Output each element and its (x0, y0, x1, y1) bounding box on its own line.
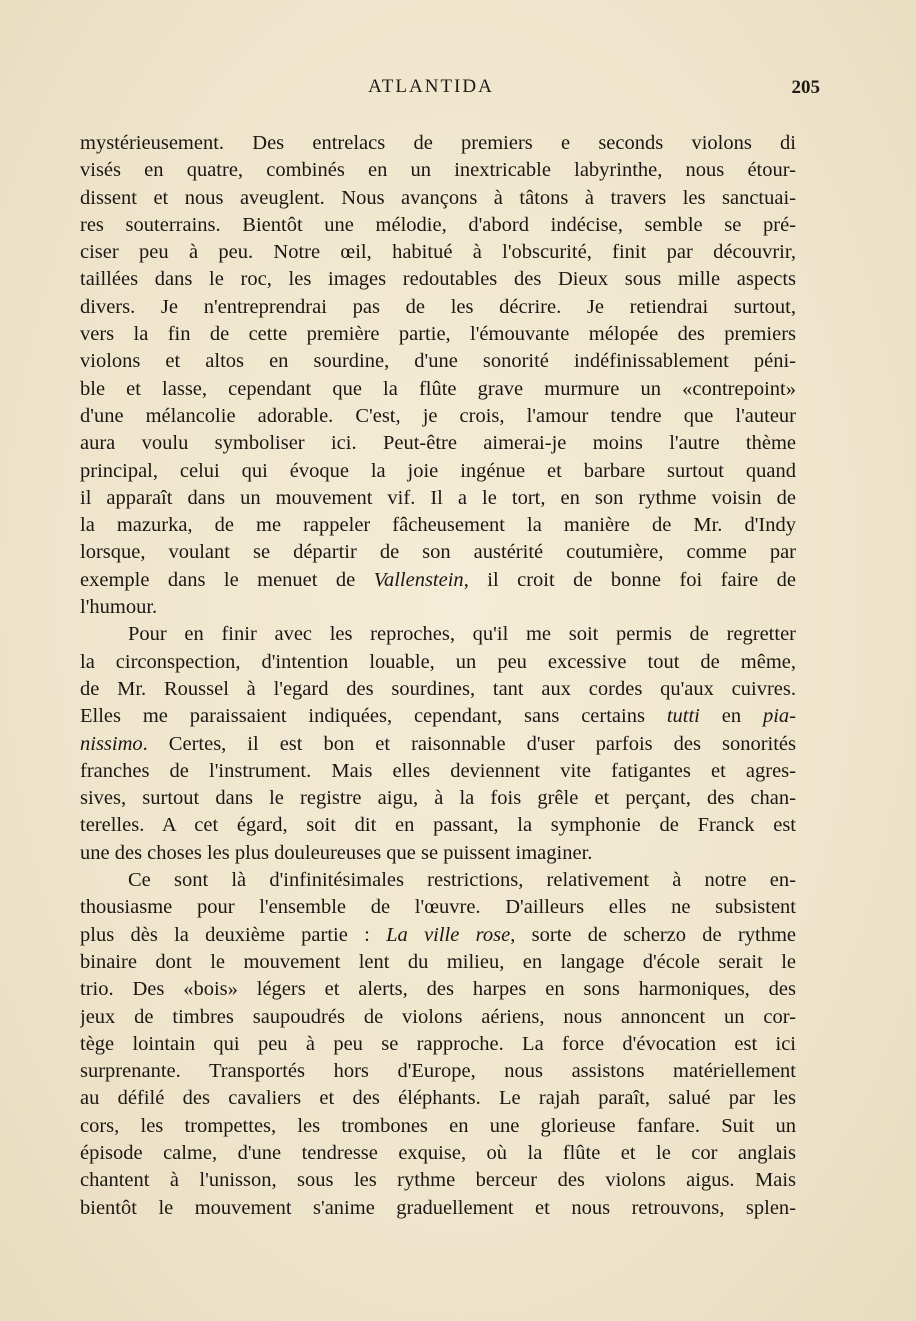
text-line: taillées dans le roc, les images redoutables des Dieux sous mille aspects (80, 268, 796, 291)
text-line: au défilé des cavaliers et des éléphants. Le rajah paraît, salué par les (80, 1087, 796, 1110)
text-line: Ce sont là d'infinitésimales restrictions, relativement à notre en- (128, 869, 796, 892)
text-line: vers la fin de cette première partie, l'émouvante mélopée des premiers (80, 323, 796, 346)
italic-term-pianissimo: nissimo (80, 732, 143, 755)
text-line: mystérieusement. Des entrelacs de premiers e seconds violons di (80, 132, 796, 154)
text-line: épisode calme, d'une tendresse exquise, où la flûte et le cor anglais (80, 1141, 796, 1164)
text-line: lorsque, voulant se départir de son austérité coutumière, comme par (80, 541, 796, 564)
text-line: terelles. A cet égard, soit dit en passant, la symphonie de Franck est (80, 814, 796, 837)
text-line: la circonspection, d'intention louable, un peu excessive tout de même, (80, 650, 796, 673)
text-line: franches de l'instrument. Mais elles deviennent vite fatigantes et agres- (80, 759, 796, 782)
text-line: violons et altos en sourdine, d'une sonorité indéfinissablement péni- (80, 350, 796, 373)
text-line: plus dès la deuxième partie : La ville rose, sorte de scherzo de rythme (80, 923, 796, 946)
text-line: d'une mélancolie adorable. C'est, je crois, l'amour tendre que l'auteur (80, 404, 796, 427)
text-line: aura voulu symboliser ici. Peut-être aimerai-je moins l'autre thème (80, 432, 796, 455)
body-text (80, 130, 796, 1222)
text-line: la mazurka, de me rappeler fâcheusement la manière de Mr. d'Indy (80, 514, 796, 537)
running-title: ATLANTIDA (368, 76, 494, 97)
text-line: thousiasme pour l'ensemble de l'œuvre. D'ailleurs elles ne subsistent (80, 896, 796, 919)
text-line: res souterrains. Bientôt une mélodie, d'abord indécise, semble se pré- (80, 213, 796, 236)
text-line: divers. Je n'entreprendrai pas de les décrire. Je retiendrai surtout, (80, 295, 796, 318)
text-line: principal, celui qui évoque la joie ingénue et barbare surtout quand (80, 459, 796, 482)
text-line: de Mr. Roussel à l'egard des sourdines, tant aux cordes qu'aux cuivres. (80, 677, 796, 700)
italic-term-pianissimo: pia- (762, 705, 796, 728)
text-line: dissent et nous aveuglent. Nous avançons à tâtons à travers les sanctuai- (80, 186, 796, 209)
text-line: cors, les trompettes, les trombones en une glorieuse fanfare. Suit un (80, 1114, 796, 1137)
page-number: 205 (791, 77, 820, 98)
text-line: Elles me paraissaient indiquées, cependant, sans certains tutti en pia- (80, 705, 796, 728)
italic-term-tutti: tutti (666, 705, 700, 728)
text-line: nissimo. Certes, il est bon et raisonnable d'user parfois des sonorités (80, 732, 796, 755)
italic-title-la-ville-rose: La ville rose (386, 923, 511, 946)
text-line: l'humour. (80, 596, 158, 619)
text-line: Pour en finir avec les reproches, qu'il me soit permis de regretter (128, 623, 796, 646)
running-head (0, 76, 916, 106)
italic-title-vallenstein: Vallenstein (373, 568, 464, 591)
text-line: jeux de timbres saupoudrés de violons aériens, nous annoncent un cor- (80, 1005, 796, 1028)
text-line: il apparaît dans un mouvement vif. Il a le tort, en son rythme voisin de (80, 486, 796, 509)
text-line: ciser peu à peu. Notre œil, habitué à l'obscurité, finit par découvrir, (80, 241, 796, 264)
text-line: une des choses les plus douleureuses que se puissent imaginer. (80, 841, 593, 864)
text-line: sives, surtout dans le registre aigu, à la fois grêle et perçant, des chan- (80, 787, 796, 810)
text-line: surprenante. Transportés hors d'Europe, nous assistons matériellement (80, 1060, 796, 1083)
text-line: trio. Des «bois» légers et alerts, des harpes en sons harmoniques, des (80, 978, 796, 1001)
text-line: chantent à l'unisson, sous les rythme berceur des violons aigus. Mais (80, 1169, 796, 1192)
text-line: ble et lasse, cependant que la flûte grave murmure un «contrepoint» (80, 377, 796, 400)
text-line: visés en quatre, combinés en un inextricable labyrinthe, nous étour- (80, 159, 796, 182)
text-line: bientôt le mouvement s'anime graduellement et nous retrouvons, splen- (80, 1196, 796, 1219)
text-line: exemple dans le menuet de Vallenstein, il croit de bonne foi faire de (80, 568, 796, 591)
text-line: tège lointain qui peu à peu se rapproche. La force d'évocation est ici (80, 1032, 796, 1055)
text-line: binaire dont le mouvement lent du milieu, en langage d'école serait le (80, 950, 796, 973)
